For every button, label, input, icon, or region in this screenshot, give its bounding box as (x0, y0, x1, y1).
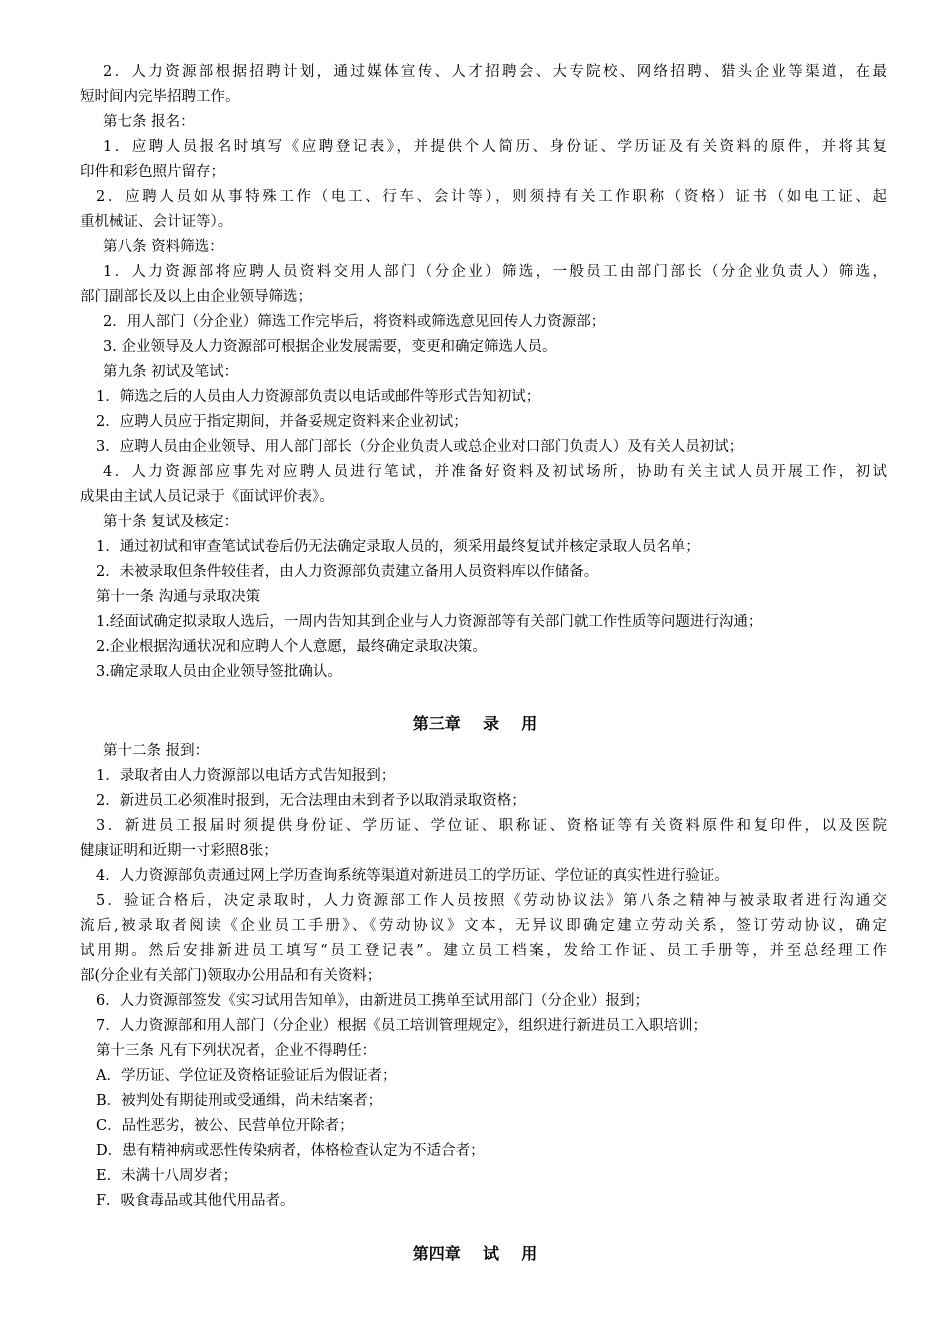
paragraph-line: 部(分企业有关部门)领取办公用品和有关资料； (80, 968, 382, 984)
paragraph-line: 7．人力资源部和用人部门（分企业）根据《员工培训管理规定》，组织进行新进员工入职培训； (96, 1018, 707, 1034)
article-heading: 第十条 复试及核定： (103, 514, 239, 530)
paragraph-line: 5．验证合格后，决定录取时，人力资源部工作人员按照《劳动协议法》第八条之精神与被录取者进行沟通交 (96, 893, 887, 909)
paragraph-line: 3. 企业领导及人力资源部可根据企业发展需要，变更和确定筛选人员。 (103, 339, 557, 355)
list-item: E．未满十八周岁者； (96, 1168, 238, 1184)
paragraph-line: 4．人力资源部负责通过网上学历查询系统等渠道对新进员工的学历证、学位证的真实性进行验证。 (96, 868, 729, 884)
paragraph-line: 2．新进员工必须准时报到，无合法理由未到者予以取消录取资格； (96, 793, 526, 809)
paragraph-line: 1．录取者由人力资源部以电话方式告知报到； (96, 768, 396, 784)
paragraph-line: 健康证明和近期一寸彩照8张； (80, 843, 278, 859)
paragraph-line: 3．新进员工报届时须提供身份证、学历证、学位证、职称证、资格证等有关资料原件和复印件，以及医院 (96, 818, 887, 834)
article-heading: 第十一条 沟通与录取决策 (96, 589, 261, 605)
paragraph-line: 1.经面试确定拟录取人选后，一周内告知其到企业与人力资源部等有关部门就工作性质等问题进行沟通； (96, 614, 763, 630)
article-heading: 第八条 资料筛选： (103, 239, 224, 255)
chapter-3-heading: 第三章 录 用 (412, 714, 538, 733)
paragraph-line: 1．通过初试和审查笔试试卷后仍无法确定录取人员的，须采用最终复试并核定录取人员名单； (96, 539, 700, 555)
paragraph-line: 6．人力资源部签发《实习试用告知单》，由新进员工携单至试用部门（分企业）报到； (96, 993, 649, 1009)
paragraph-line: 2．用人部门（分企业）筛选工作完毕后，将资料或筛选意见回传人力资源部； (103, 314, 606, 330)
paragraph-line: 1．筛选之后的人员由人力资源部负责以电话或邮件等形式告知初试； (96, 389, 541, 405)
paragraph-line: 重机械证、会计证等）。 (80, 214, 233, 230)
list-item: D．患有精神病或恶性传染病者，体格检查认定为不适合者； (96, 1143, 485, 1159)
paragraph-line: 2．人力资源部根据招聘计划，通过媒体宣传、人才招聘会、大专院校、网络招聘、猎头企业等渠道，在最 (103, 64, 887, 80)
article-heading: 第七条 报名： (103, 114, 195, 130)
chapter-4-heading: 第四章 试 用 (412, 1244, 538, 1263)
paragraph-line: 1．人力资源部将应聘人员资料交用人部门（分企业）筛选，一般员工由部门部长（分企业负责人）筛选， (103, 264, 887, 280)
list-item: F．吸食毒品或其他代用品者。 (96, 1193, 295, 1209)
article-heading: 第九条 初试及笔试： (103, 364, 239, 380)
list-item: A．学历证、学位证及资格证验证后为假证者； (96, 1068, 397, 1084)
article-heading: 第十三条 凡有下列状况者，企业不得聘任： (96, 1043, 377, 1059)
paragraph-line: 印件和彩色照片留存； (80, 164, 225, 180)
paragraph-line: 流后,被录取者阅读《企业员工手册》、《劳动协议》文本，无异议即确定建立劳动关系，签订劳动协议，确定 (80, 918, 887, 934)
paragraph-line: 3．应聘人员由企业领导、用人部门部长（分企业负责人或总企业对口部门负责人）及有关人员初试； (96, 439, 744, 455)
article-heading: 第十二条 报到： (103, 743, 210, 759)
paragraph-line: 4．人力资源部应事先对应聘人员进行笔试，并准备好资料及初试场所，协助有关主试人员开展工作，初试 (103, 464, 887, 480)
paragraph-line: 短时间内完毕招聘工作。 (80, 89, 240, 105)
paragraph-line: 2．应聘人员应于指定期间，并备妥规定资料来企业初试； (96, 414, 468, 430)
paragraph-line: 1．应聘人员报名时填写《应聘登记表》，并提供个人简历、身份证、学历证及有关资料的原件，并将其复 (103, 139, 887, 155)
paragraph-line: 3.确定录取人员由企业领导签批确认。 (96, 664, 342, 680)
list-item: B．被判处有期徒刑或受通缉，尚未结案者； (96, 1093, 383, 1109)
paragraph-line: 2．应聘人员如从事特殊工作（电工、行车、会计等），则须持有关工作职称（资格）证书（如电工证、起 (96, 189, 887, 205)
list-item: C．品性恶劣，被公、民营单位开除者； (96, 1118, 354, 1134)
paragraph-line: 2．未被录取但条件较佳者，由人力资源部负责建立备用人员资料库以作储备。 (96, 564, 599, 580)
paragraph-line: 2.企业根据沟通状况和应聘人个人意愿，最终确定录取决策。 (96, 639, 487, 655)
paragraph-line: 部门副部长及以上由企业领导筛选； (80, 289, 312, 305)
paragraph-line: 成果由主试人员记录于《面试评价表》。 (80, 489, 334, 505)
paragraph-line: 试用期。然后安排新进员工填写“员工登记表”。建立员工档案，发给工作证、员工手册等，并至总经理工作 (80, 943, 887, 959)
